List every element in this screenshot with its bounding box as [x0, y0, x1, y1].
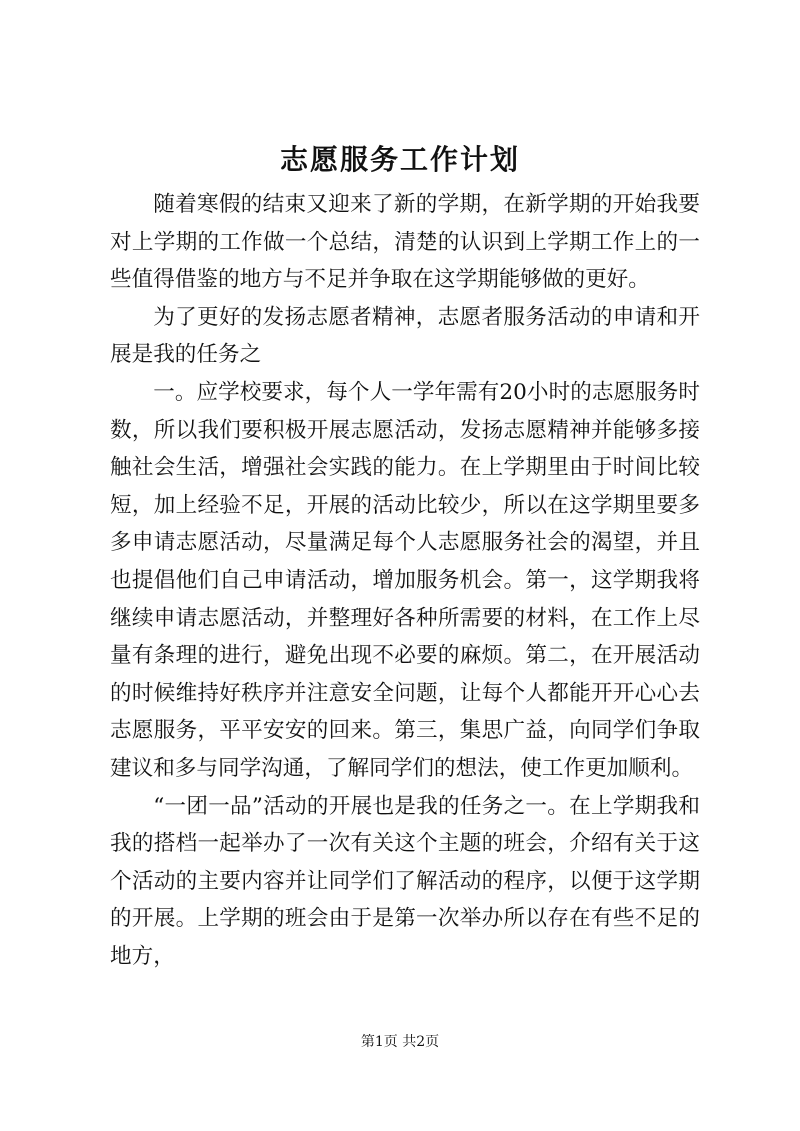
document-body [110, 186, 700, 975]
paragraph: 随着寒假的结束又迎来了新的学期，在新学期的开始我要对上学期的工作做一个总结，清楚的认识到上学期工作上的一些值得借鉴的地方与不足并争取在这学期能够做的更好。 [110, 192, 700, 293]
paragraph: 为了更好的发扬志愿者精神，志愿者服务活动的申请和开展是我的任务之 [110, 304, 700, 368]
page-footer: 第1页 共2页 [360, 1034, 440, 1050]
paragraph: “一团一品”活动的开展也是我的任务之一。在上学期我和我的搭档一起举办了一次有关这个主题的班会，介绍有关于这个活动的主要内容并让同学们了解活动的程序，以便于这学期的开展。上学期的班会由于是第一次举办所以存在有些不足的地方， [110, 793, 700, 969]
paragraph: 一。应学校要求，每个人一学年需有20小时的志愿服务时数，所以我们要积极开展志愿活动，发扬志愿精神并能够多接触社会生活，增强社会实践的能力。在上学期里由于时间比较短，加上经验不足，开展的活动比较少，所以在这学期里要多多申请志愿活动，尽量满足每个人志愿服务社会的渴望，并且也提倡他们自己申请活动，增加服务机会。第一，这学期我将继续申请志愿活动，并整理好各种所需要的材料，在工作上尽量有条理的进行，避免出现不必要的麻烦。第二，在开展活动的时候维持好秩序并注意安全问题，让每个人都能开开心心去志愿服务，平平安安的回来。第三，集思广益，向同学们争取建议和多与同学沟通，了解同学们的想法，使工作更加顺利。 [110, 379, 700, 781]
document-title: 志愿服务工作计划 [279, 143, 520, 176]
